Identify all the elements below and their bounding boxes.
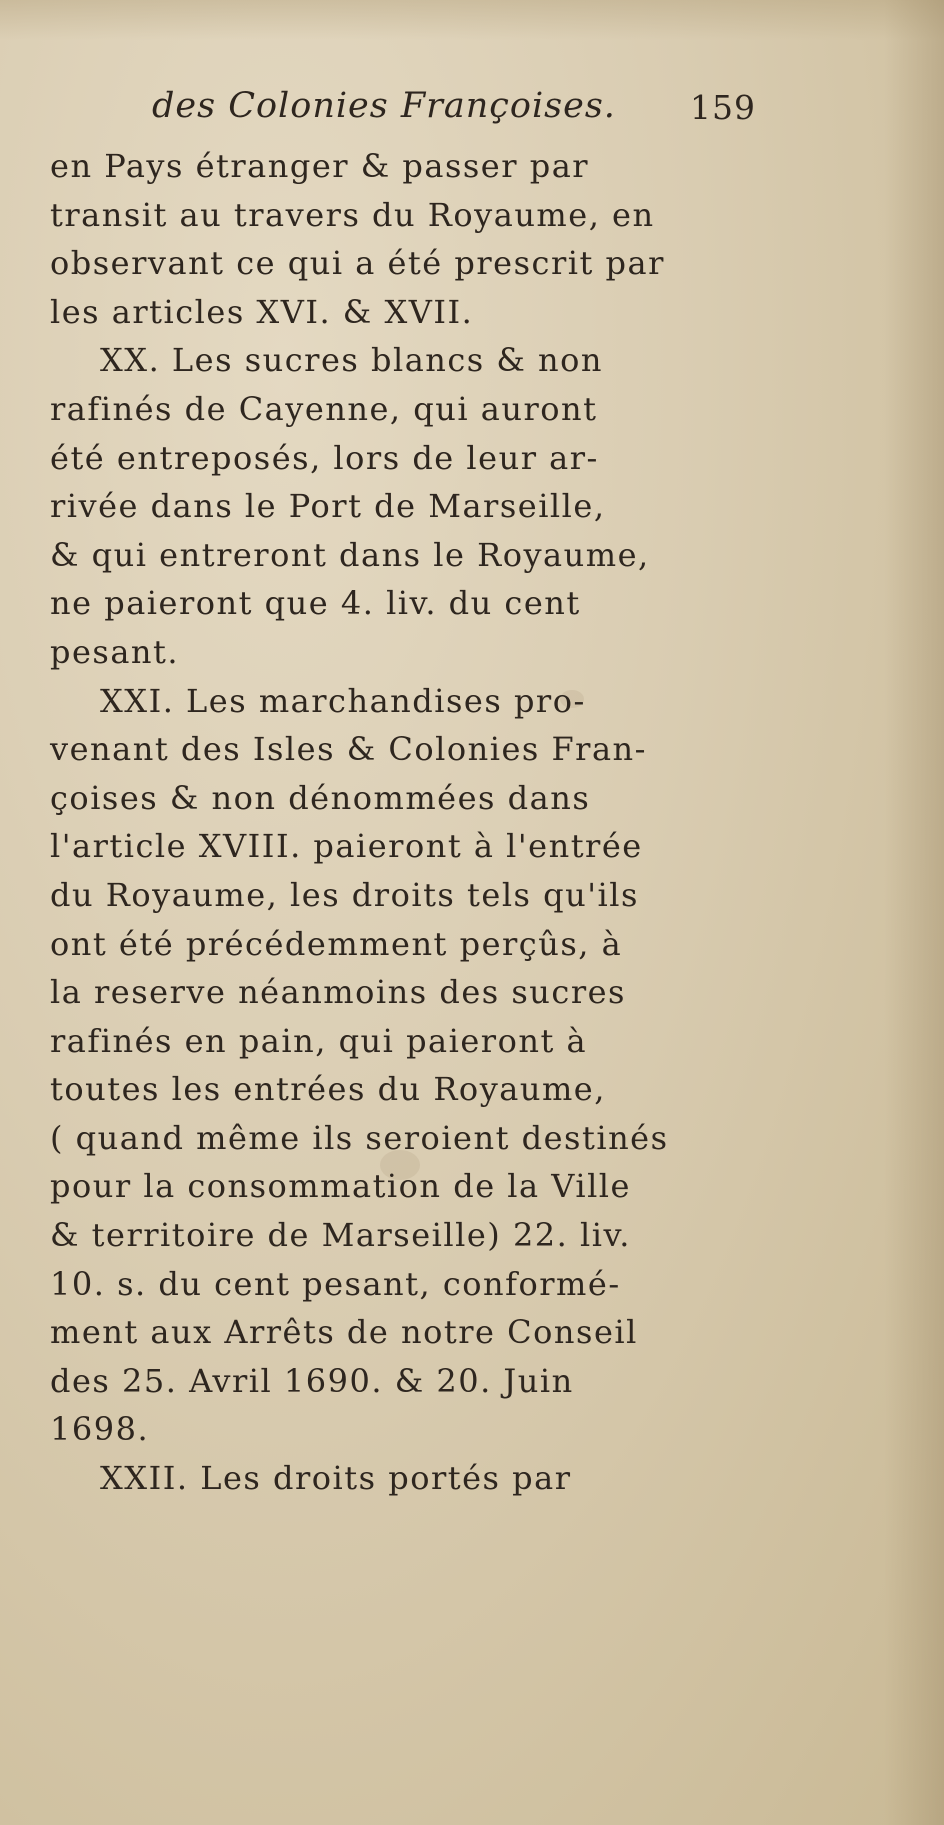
text-line: 1698. [50,1410,150,1449]
text-line: venant des Isles & Colonies Fran- [50,730,647,769]
text-line: toutes les entrées du Royaume, [50,1070,606,1109]
text-line: transit au travers du Royaume, en [50,195,655,234]
text-line: ont été précédemment perçûs, à [50,924,623,963]
text-line: des 25. Avril 1690. & 20. Juin [50,1361,574,1400]
text-line: XXII. Les droits portés par [100,1459,572,1498]
page-fold-shadow [884,0,944,1825]
text-line: rafinés en pain, qui paieront à [50,1021,588,1060]
text-line: la reserve néanmoins des sucres [50,973,626,1012]
text-line: observant ce qui a été prescrit par [50,244,665,283]
body-text [50,142,790,1503]
text-line: 10. s. du cent pesant, conformé- [50,1264,621,1303]
page-number: 159 [690,88,756,127]
text-line: & qui entreront dans le Royaume, [50,535,650,574]
text-line: pesant. [50,632,180,671]
text-line: ne paieront que 4. liv. du cent [50,584,581,623]
text-line: du Royaume, les droits tels qu'ils [50,875,639,914]
text-line: les articles XVI. & XVII. [50,292,474,331]
running-title: des Colonies Françoises. [152,86,616,126]
text-line: rivée dans le Port de Marseille, [50,487,606,526]
text-line: ( quand même ils seroient destinés [50,1118,669,1157]
page-top-edge [0,0,944,40]
page-header [50,86,790,142]
text-line: ment aux Arrêts de notre Conseil [50,1313,638,1352]
text-line: en Pays étranger & passer par [50,147,590,185]
text-block [50,86,790,1503]
text-line: XX. Les sucres blancs & non [100,341,604,380]
text-line: été entreposés, lors de leur ar- [50,438,599,477]
text-line: & territoire de Marseille) 22. liv. [50,1216,631,1255]
text-line: pour la consommation de la Ville [50,1167,631,1206]
text-line: rafinés de Cayenne, qui auront [50,389,598,428]
text-line: l'article XVIII. paieront à l'entrée [50,827,643,866]
text-line: XXI. Les marchandises pro- [100,681,586,720]
text-line: çoises & non dénommées dans [50,778,591,817]
